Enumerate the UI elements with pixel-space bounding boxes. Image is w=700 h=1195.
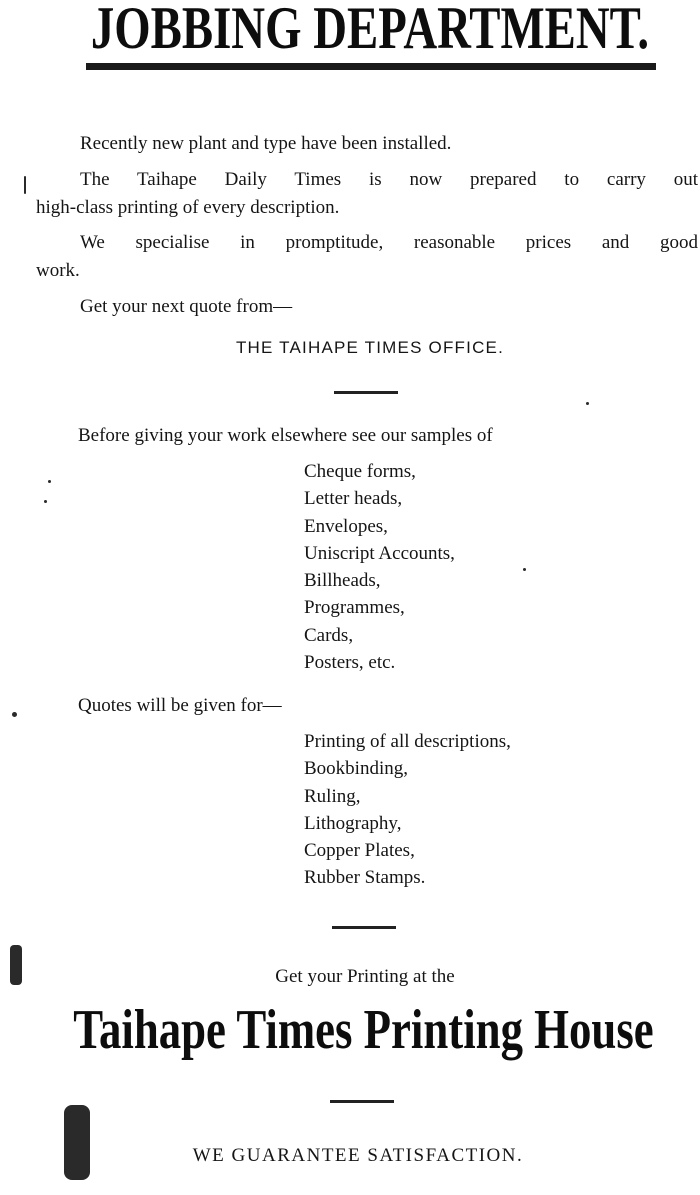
guarantee-line: WE GUARANTEE SATISFACTION. xyxy=(192,1145,524,1166)
list-item: Lithography, xyxy=(304,812,402,834)
list-item: Billheads, xyxy=(304,570,381,592)
ink-blot xyxy=(10,945,22,985)
ink-speck xyxy=(586,402,589,405)
intro-para-3-line-1: We specialise in promptitude, reasonable prices and good xyxy=(80,232,698,253)
list-item: Cards, xyxy=(304,624,354,646)
samples-list xyxy=(304,458,455,676)
ink-speck xyxy=(523,568,526,571)
intro-para-2-line-1: The Taihape Daily Times is now prepared to carry out xyxy=(80,169,698,190)
ink-speck xyxy=(44,500,47,503)
ink-speck xyxy=(24,176,26,194)
ink-blot xyxy=(64,1105,90,1180)
divider-3 xyxy=(330,1100,394,1103)
divider-1 xyxy=(334,391,398,394)
printing-house-name: Taihape Times Printing House xyxy=(73,999,654,1061)
closing-tagline: Get your Printing at the xyxy=(275,966,455,987)
list-item: Copper Plates, xyxy=(304,840,415,862)
headline: JOBBING DEPARTMENT. xyxy=(90,0,650,61)
quotes-list xyxy=(304,728,511,892)
divider-2 xyxy=(332,926,396,929)
headline-rule xyxy=(86,63,656,70)
list-item: Uniscript Accounts, xyxy=(304,542,455,564)
list-item: Letter heads, xyxy=(304,488,403,510)
list-item: Envelopes, xyxy=(304,515,388,537)
intro-para-2-line-2: high-class printing of every description. xyxy=(36,197,340,218)
office-name: THE TAIHAPE TIMES OFFICE. xyxy=(235,338,505,357)
list-item: Rubber Stamps. xyxy=(304,867,426,889)
list-item: Posters, etc. xyxy=(304,652,396,674)
quote-prompt: Get your next quote from— xyxy=(80,296,293,317)
list-item: Ruling, xyxy=(304,785,361,807)
ink-speck xyxy=(48,480,51,483)
samples-lead: Before giving your work elsewhere see our samples of xyxy=(78,425,493,446)
ink-speck xyxy=(12,712,17,717)
list-item: Bookbinding, xyxy=(304,758,408,780)
quotes-lead: Quotes will be given for— xyxy=(78,695,282,716)
list-item: Printing of all descriptions, xyxy=(304,731,511,752)
intro-line-1: Recently new plant and type have been installed. xyxy=(80,133,452,154)
list-item: Programmes, xyxy=(304,597,405,619)
intro-para-3-line-2: work. xyxy=(36,260,80,281)
list-item: Cheque forms, xyxy=(304,461,416,482)
